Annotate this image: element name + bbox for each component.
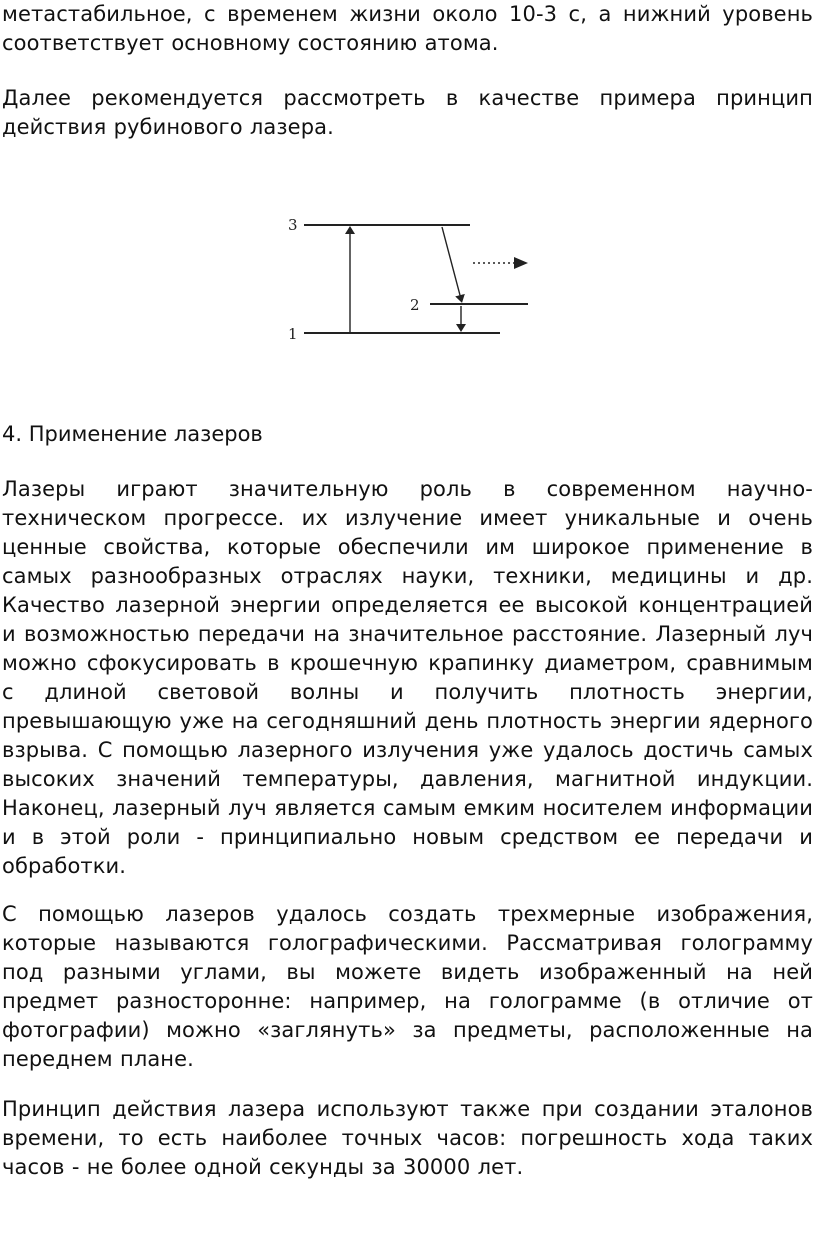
level-3-label: 3 [288,216,298,234]
paragraph-time-standards: Принцип действия лазера используют также при создании эталонов времени, то есть наиболее точных часов: погрешность хода таких часов - не более одной секунды за 30000 лет. [2,1097,813,1179]
section-heading: 4. Применение лазеров [2,422,263,446]
energy-level-diagram [270,200,550,360]
level-1-label: 1 [288,325,298,343]
transition-arrow-3-to-2 [442,227,461,299]
paragraph-ruby-laser-intro: Далее рекомендуется рассмотреть в качестве примера принцип действия рубинового лазера. [2,86,813,139]
emission-arrow-icon [514,257,528,269]
paragraph-holography: С помощью лазеров удалось создать трехмерные изображения, которые называются голографическими. Рассматривая голограмму под разными углами, вы можете видеть изображенный на ней предмет разносторонне: например, на голограмме (в отличие от фотографии) можно «заглянуть» за предметы, расположенные на переднем плане. [2,902,813,1071]
level-2-label: 2 [410,296,420,314]
paragraph-laser-role: Лазеры играют значительную роль в современном научно-техническом прогрессе. их излучение имеет уникальные и очень ценные свойства, которые обеспечили им широкое применение в самых разнообразных отраслях науки, техники, медицины и др. Качество лазерной энергии определяется ее высокой концентрацией и возможностью передачи на значительное расстояние. Лазерный луч можно сфокусировать в крошечную крапинку диаметром, сравнимым с длиной световой волны и получить плотность энергии, превышающую уже на сегодняшний день плотность энергии ядерного взрыва. С помощью лазерного излучения уже удалось достичь самых высоких значений температуры, давления, магнитной индукции. Наконец, лазерный луч является самым емким носителем информации и в этой роли - принципиально новым средством ее передачи и обработки. [2,477,813,878]
paragraph-intro: метастабильное, с временем жизни около 10-3 с, а нижний уровень соответствует основному состоянию атома. [2,2,813,55]
